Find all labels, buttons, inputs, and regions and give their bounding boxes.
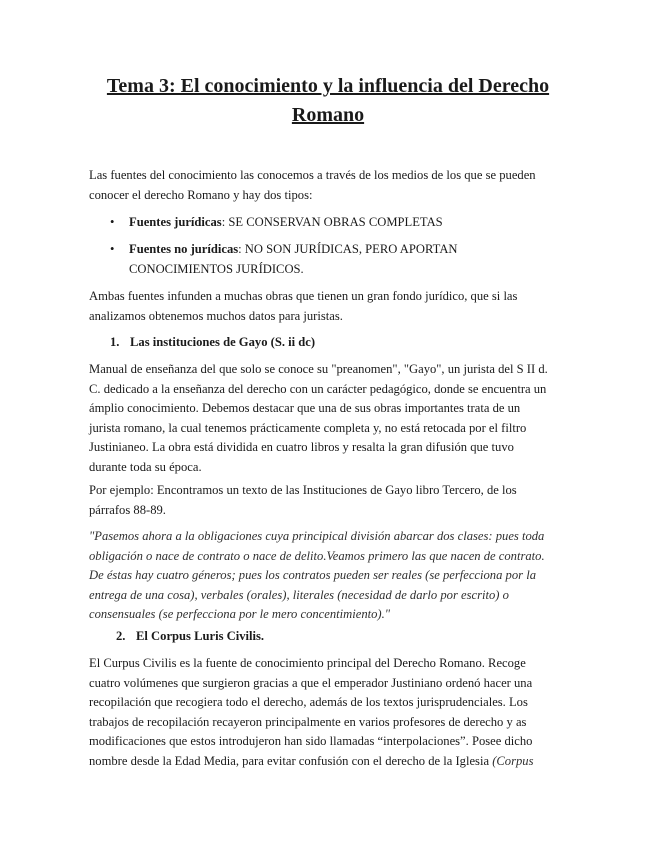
text-line: analizamos obtenemos muchos datos para juristas. [89, 308, 343, 323]
ambas-paragraph [89, 287, 567, 326]
manual-paragraph [89, 360, 567, 477]
ejemplo-paragraph [89, 481, 567, 520]
quote-line: De éstas hay cuatro géneros; pues los contratos pueden ser reales (se perfecciona por la [89, 568, 536, 582]
text-line: Por ejemplo: Encontramos un texto de las Instituciones de Gayo libro Tercero, de los [89, 483, 517, 497]
text-line: conocer el derecho Romano y hay dos tipos: [89, 187, 313, 202]
text-line-italic: (Corpus [492, 753, 534, 768]
text-line: párrafos 88-89. [89, 502, 166, 517]
bullet-term: Fuentes jurídicas [129, 215, 222, 229]
text-line: Justinianeo. La obra está dividida en cuatro libros y resalta la gran difusión que tuvo [89, 440, 514, 454]
section-heading-1 [110, 333, 315, 353]
section-title: El Corpus Luris Civilis. [136, 629, 265, 643]
quote-line: obligación o nace de contrato o nace de delito.Veamos primero las que nacen de contrato. [89, 548, 545, 563]
text-line: Ambas fuentes infunden a muchas obras que tienen un gran fondo jurídico, que si las [89, 289, 518, 303]
text-line: C. dedicado a la enseñanza del derecho con un carácter pedagógico, donde se encuentra un [89, 381, 547, 396]
text-line: recopilación que recogiera todo el derecho, además de los textos jurisprudenciales. Los [89, 695, 528, 709]
title-line-1: Tema 3: El conocimiento y la influencia del Derecho [106, 75, 550, 97]
quote-line: "Pasemos ahora a la obligaciones cuya principical división abarcar dos clases: pues toda [89, 529, 545, 543]
text-line: modificaciones que estos introdujeron han sido llamadas “interpolaciones”. Posee dicho [89, 734, 533, 748]
text-line: nombre desde la Edad Media, para evitar confusión con el derecho de la Iglesia [89, 753, 493, 768]
section-title: Las instituciones de Gayo (S. ii dc) [130, 335, 316, 349]
bullet-item [129, 213, 549, 233]
section-heading-2 [116, 627, 264, 647]
text-line: Manual de enseñanza del que solo se conoce su "preanomen", "Gayo", un jurista del S II d. [89, 362, 548, 376]
section-number: 1. [110, 335, 120, 349]
text-line: ámplio conocimiento. Debemos destacar que una de sus obras importantes trata de un [89, 401, 521, 415]
gayo-quote [89, 527, 567, 625]
text-line: trabajos de recopilación recayeron principalmente en varios profesores de derecho y as [89, 714, 527, 729]
intro-paragraph [89, 166, 567, 205]
text-line: jurista romano, la cual tenemos prácticamente completa y, no está retocada por el filtro [89, 420, 527, 435]
text-line: Las fuentes del conocimiento las conocemos a través de los medios de los que se pueden [89, 168, 536, 182]
bullet-marker: • [110, 242, 115, 256]
bullet-description: CONOCIMIENTOS JURÍDICOS. [129, 261, 304, 276]
corpus-paragraph [89, 654, 567, 771]
text-line: durante toda su época. [89, 459, 202, 474]
bullet-term: Fuentes no jurídicas [129, 242, 239, 256]
quote-line: consensuales (se perfecciona por le mero concentimiento)." [89, 607, 391, 621]
bullet-marker: • [110, 215, 115, 229]
section-number: 2. [116, 629, 126, 643]
text-line: cuatro volúmenes que surgieron gracias a que el emperador Justiniano ordenó hacer una [89, 675, 533, 690]
text-line: El Curpus Civilis es la fuente de conocimiento principal del Derecho Romano. Recoge [89, 656, 526, 670]
document-title [88, 72, 568, 130]
bullet-description: : NO SON JURÍDICAS, PERO APORTAN [238, 242, 458, 256]
bullet-item [129, 240, 549, 279]
title-line-2: Romano [291, 104, 365, 126]
bullet-description: : SE CONSERVAN OBRAS COMPLETAS [221, 215, 443, 229]
quote-line: entrega de una cosa), verbales (orales), literales (necesidad de darlo por escrito) o [89, 587, 509, 602]
